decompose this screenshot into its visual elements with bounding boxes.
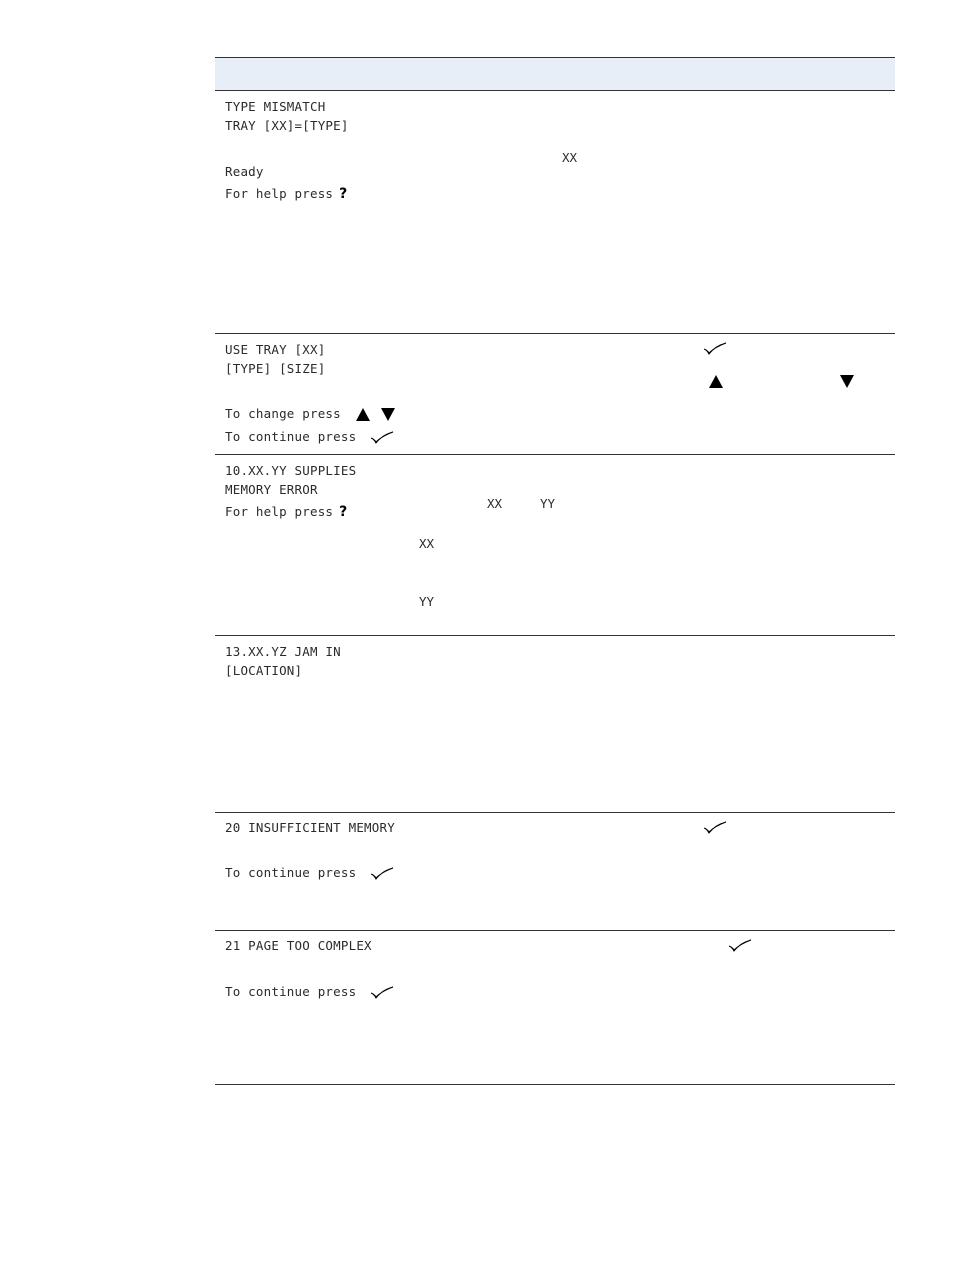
table-header xyxy=(215,58,895,91)
checkmark-icon xyxy=(728,939,752,953)
up-arrow-icon xyxy=(355,407,371,422)
checkmark-icon xyxy=(370,431,394,445)
down-arrow-icon xyxy=(839,374,855,389)
message-line: MEMORY ERROR xyxy=(225,482,318,497)
table-row xyxy=(215,334,895,455)
table-row xyxy=(215,455,895,636)
variable-xx: XX xyxy=(562,150,578,165)
help-line xyxy=(225,187,348,201)
message-line: 20 INSUFFICIENT MEMORY xyxy=(225,820,395,835)
checkmark-icon xyxy=(370,986,394,1000)
variable-xx: XX xyxy=(419,536,435,551)
table-row xyxy=(215,931,895,1085)
continue-label: To continue press xyxy=(225,984,357,999)
continue-line xyxy=(225,866,394,881)
message-line: TYPE MISMATCH xyxy=(225,99,326,114)
message-line: 10.XX.YY SUPPLIES xyxy=(225,463,357,478)
continue-line xyxy=(225,985,394,1000)
message-line: 21 PAGE TOO COMPLEX xyxy=(225,938,372,953)
continue-line xyxy=(225,430,394,445)
variable-yy: YY xyxy=(419,594,435,609)
table-row xyxy=(215,636,895,813)
message-line: [TYPE] [SIZE] xyxy=(225,361,326,376)
checkmark-icon xyxy=(703,821,727,835)
continue-label: To continue press xyxy=(225,429,357,444)
variable-xx: XX xyxy=(487,496,503,511)
help-line xyxy=(225,505,348,519)
continue-label: To continue press xyxy=(225,865,357,880)
question-mark-icon: ? xyxy=(339,504,348,520)
checkmark-icon xyxy=(370,867,394,881)
up-arrow-icon xyxy=(708,374,724,389)
table-row xyxy=(215,813,895,931)
help-label: For help press xyxy=(225,504,334,519)
message-line: 13.XX.YZ JAM IN xyxy=(225,644,341,659)
help-label: For help press xyxy=(225,186,334,201)
down-arrow-icon xyxy=(380,407,396,422)
status-text: Ready xyxy=(225,164,264,179)
message-line: [LOCATION] xyxy=(225,663,303,678)
checkmark-icon xyxy=(703,342,727,356)
message-line: USE TRAY [XX] xyxy=(225,342,326,357)
table-row xyxy=(215,91,895,334)
messages-table xyxy=(215,57,895,1085)
message-line: TRAY [XX]=[TYPE] xyxy=(225,118,349,133)
change-line xyxy=(225,407,396,422)
question-mark-icon: ? xyxy=(339,186,348,202)
change-label: To change press xyxy=(225,406,341,421)
variable-yy: YY xyxy=(540,496,556,511)
